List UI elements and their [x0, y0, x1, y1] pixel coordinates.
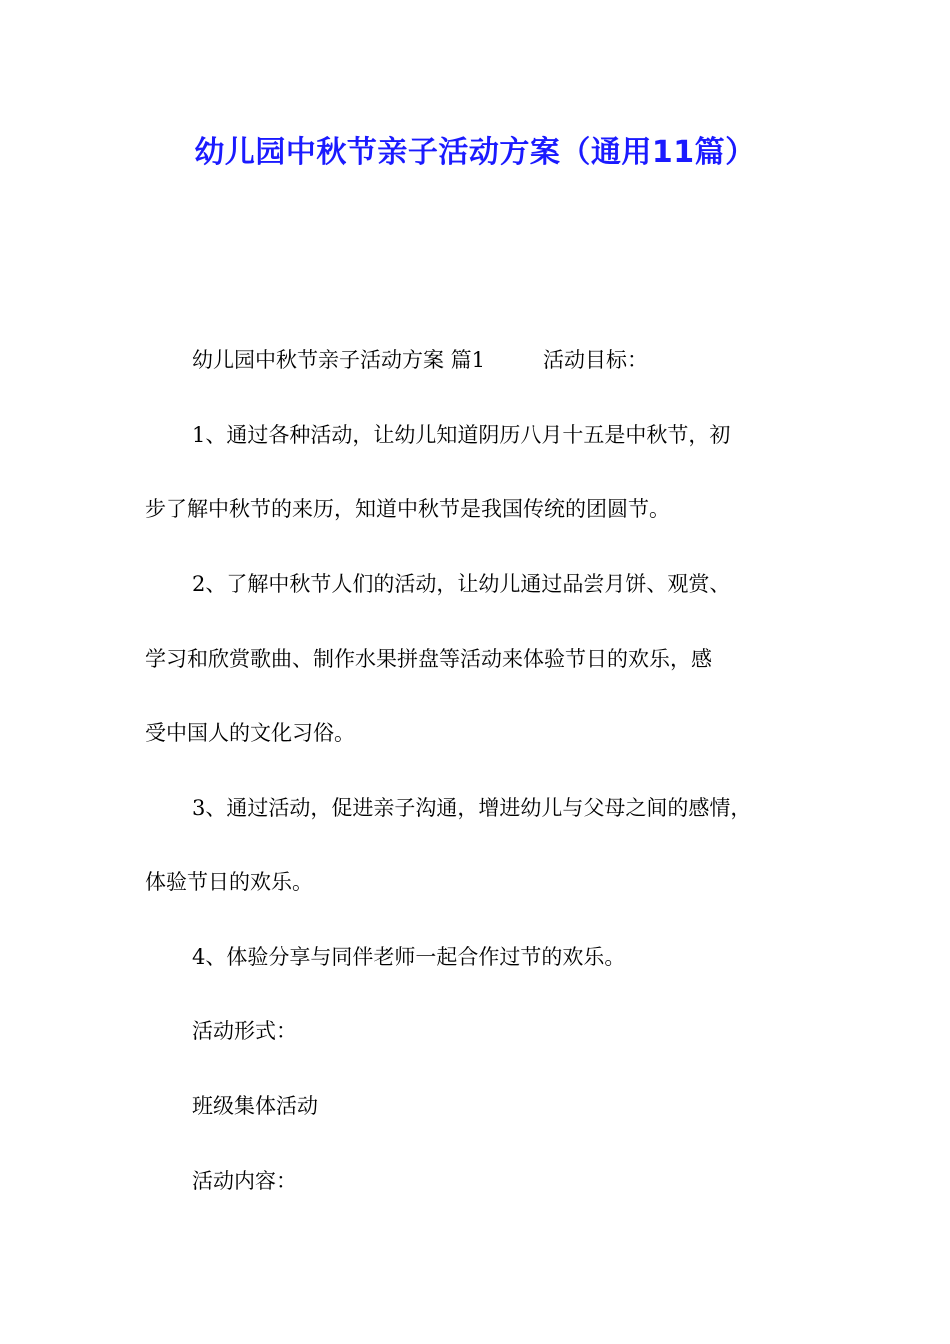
section-heading: 幼儿园中秋节亲子活动方案 篇1 — [192, 348, 486, 372]
goal-4: 4、体验分享与同伴老师一起合作过节的欢乐。 — [192, 945, 626, 969]
goal-1-line-1: 1、通过各种活动，让幼儿知道阴历八月十五是中秋节，初 — [192, 423, 731, 447]
goals-label: 活动目标： — [543, 348, 649, 372]
content-label: 活动内容： — [192, 1169, 297, 1193]
goal-3-line-1: 3、通过活动，促进亲子沟通，增进幼儿与父母之间的感情， — [192, 796, 752, 820]
goal-1-line-2: 步了解中秋节的来历，知道中秋节是我国传统的团圆节。 — [145, 497, 670, 521]
section-heading-line — [192, 342, 648, 378]
document-title: 幼儿园中秋节亲子活动方案（通用11篇） — [194, 135, 756, 170]
goal-2-line-1: 2、了解中秋节人们的活动，让幼儿通过品尝月饼、观赏、 — [192, 572, 731, 596]
form-value: 班级集体活动 — [192, 1094, 318, 1118]
form-label: 活动形式： — [192, 1019, 297, 1043]
goal-2-line-3: 受中国人的文化习俗。 — [145, 721, 355, 745]
goal-3-line-2: 体验节日的欢乐。 — [145, 870, 313, 894]
goal-2-line-2: 学习和欣赏歌曲、制作水果拼盘等活动来体验节日的欢乐，感 — [145, 647, 712, 671]
